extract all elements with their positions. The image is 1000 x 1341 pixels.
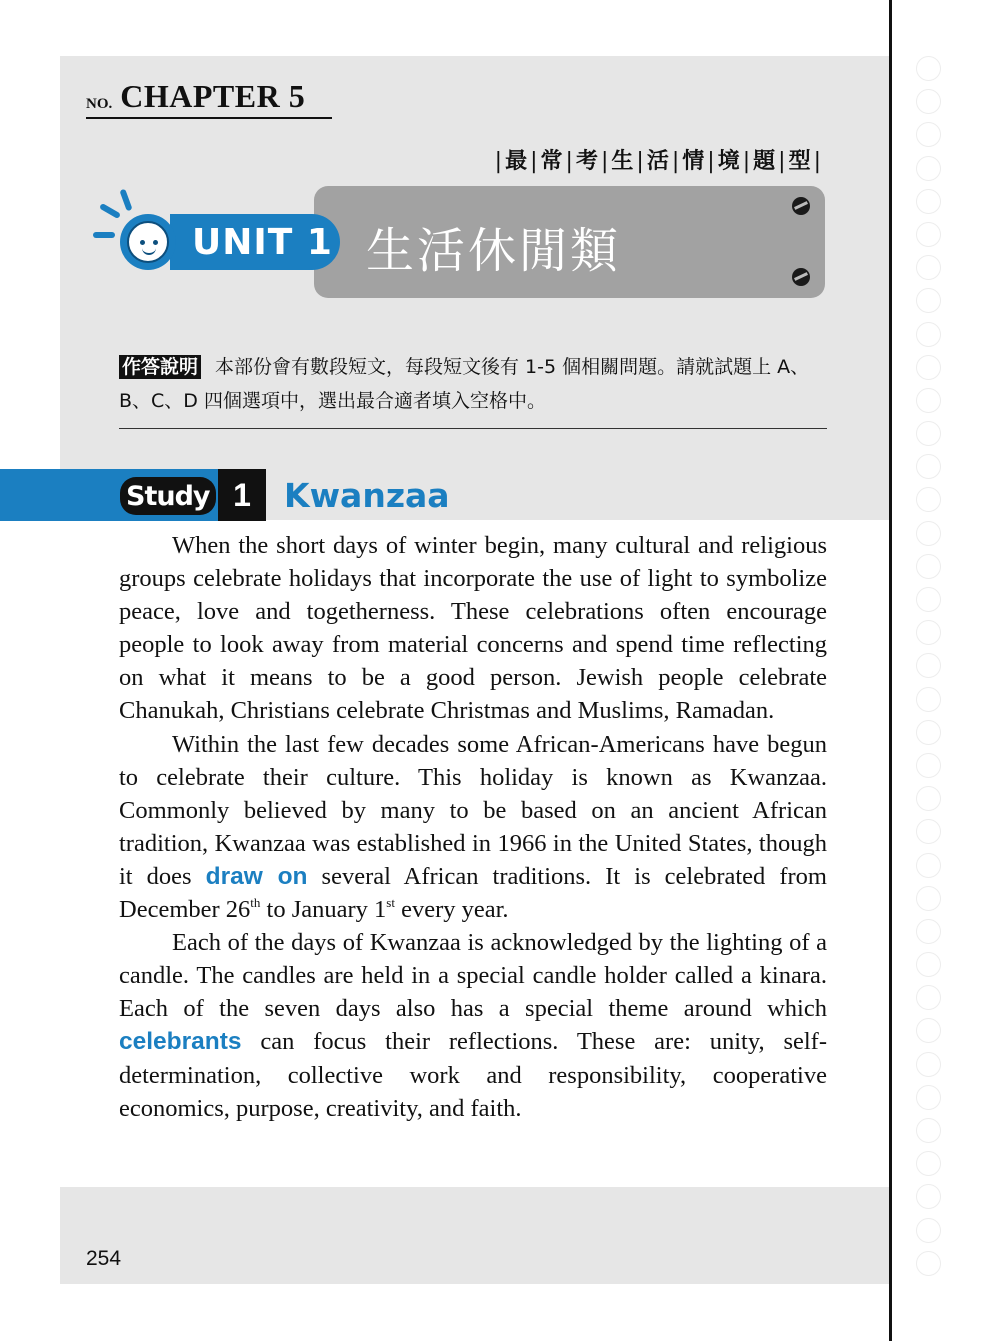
study-number: 1	[233, 476, 251, 513]
binder-hole	[916, 521, 941, 546]
chapter-header	[86, 78, 332, 119]
binder-hole	[916, 1052, 941, 1077]
binder-hole	[916, 122, 941, 147]
binder-hole	[916, 487, 941, 512]
binder-hole	[916, 554, 941, 579]
category-separator: |	[494, 149, 504, 174]
paragraph-text: Within the last few decades some African-Americans have begun to celebrate their culture. This holiday is known as Kwanzaa. Commonly believed by many to be based on an ancient African tradition, Kwanzaa was established in 1966 in the United States, though it does	[119, 730, 827, 890]
binder-hole	[916, 587, 941, 612]
binder-hole	[916, 1151, 941, 1176]
category-separator: |	[813, 149, 822, 174]
category-separator: |	[600, 149, 610, 174]
binder-hole	[916, 222, 941, 247]
binder-line	[889, 0, 892, 1341]
paragraph-text: When the short days of winter begin, many cultural and religious groups celebrate holidays that incorporate the use of light to symbolize peace, love and togetherness. These celebrations often encourage people to look away from material concerns and spend time reflecting on what it means to be a good person. Jewish people celebrate Chanukah, Christians celebrate Christmas and Muslims, Ramadan.	[119, 532, 827, 725]
article	[119, 529, 827, 1125]
binder-hole	[916, 985, 941, 1010]
paragraph-text: several African traditions. It is celebrated from December 26	[119, 862, 827, 924]
binder-hole	[916, 255, 941, 280]
category-char: 生	[611, 149, 635, 174]
study-label: Study	[126, 480, 210, 512]
binder-hole	[916, 886, 941, 911]
binder-hole	[916, 952, 941, 977]
paragraph-text: Each of the days of Kwanzaa is acknowledged by the lighting of a candle. The candles are held in a special candle holder called a kinara. Each of the seven days also has a special theme around which	[119, 929, 827, 1023]
category-char: 境	[717, 149, 741, 174]
binder-hole	[916, 1118, 941, 1143]
screw-icon	[792, 197, 810, 215]
paragraph-text: can focus their reflections. These are: unity, self-determination, collective work and responsibility, cooperative economics, purpose, creativity, and faith.	[119, 1028, 827, 1122]
binder-hole	[916, 687, 941, 712]
category-char: 常	[540, 149, 564, 174]
study-title: Kwanzaa	[284, 476, 450, 515]
instructions-label: 作答說明	[119, 355, 201, 379]
binder-hole	[916, 653, 941, 678]
vocab-highlight: draw on	[205, 862, 308, 890]
binder-hole	[916, 1218, 941, 1243]
binder-hole	[916, 1018, 941, 1043]
binder-hole	[916, 1085, 941, 1110]
category-separator: |	[636, 149, 645, 174]
binder-hole	[916, 388, 941, 413]
smiley-icon	[120, 214, 176, 270]
category-char: 情	[682, 149, 706, 174]
unit-label: UNIT 1	[192, 221, 333, 263]
category-char: 題	[753, 149, 777, 174]
binder-hole	[916, 853, 941, 878]
category-separator: |	[778, 149, 787, 174]
divider	[119, 428, 827, 429]
instructions	[119, 350, 831, 418]
paragraph	[119, 926, 827, 1125]
binder-hole	[916, 786, 941, 811]
ordinal-suffix: th	[250, 895, 261, 911]
unit-ray	[93, 232, 115, 238]
binder-hole	[916, 89, 941, 114]
binder-hole	[916, 753, 941, 778]
chapter-title: CHAPTER 5	[120, 78, 306, 114]
unit-title: 生活休閒類	[366, 223, 622, 279]
instructions-text: 本部份會有數段短文，每段短文後有 1-5 個相關問題。請就試題上 A、B、C、D 四個選項中，選出最合適者填入空格中。	[119, 356, 810, 412]
binder-holes	[916, 56, 944, 1284]
binder-hole	[916, 454, 941, 479]
vocab-highlight: celebrants	[119, 1028, 242, 1056]
category-char: 考	[575, 149, 599, 174]
binder-hole	[916, 819, 941, 844]
category-separator: |	[565, 149, 574, 174]
study-badge	[120, 477, 216, 515]
category-separator: |	[742, 149, 752, 174]
page-number: 254	[86, 1247, 122, 1270]
paragraph-text: every year.	[394, 896, 509, 924]
binder-hole	[916, 322, 941, 347]
category-char: 型	[788, 149, 812, 174]
chapter-no-label: NO.	[86, 96, 113, 112]
binder-hole	[916, 156, 941, 181]
binder-hole	[916, 56, 941, 81]
screw-icon	[792, 268, 810, 286]
category-char: 活	[646, 149, 670, 174]
binder-hole	[916, 1251, 941, 1276]
binder-hole	[916, 919, 941, 944]
category-separator: |	[671, 149, 681, 174]
category-separator: |	[530, 149, 539, 174]
category-separator: |	[707, 149, 716, 174]
binder-hole	[916, 189, 941, 214]
category-heading	[493, 144, 824, 175]
binder-hole	[916, 620, 941, 645]
binder-hole	[916, 355, 941, 380]
binder-hole	[916, 288, 941, 313]
unit-badge	[170, 214, 340, 270]
paragraph-text: to January 1	[260, 896, 387, 924]
binder-hole	[916, 1184, 941, 1209]
binder-hole	[916, 720, 941, 745]
binder-hole	[916, 421, 941, 446]
paragraph	[119, 529, 827, 728]
paragraph	[119, 728, 827, 927]
category-char: 最	[505, 149, 529, 174]
ordinal-suffix: st	[386, 895, 395, 911]
study-number-box	[218, 469, 266, 521]
